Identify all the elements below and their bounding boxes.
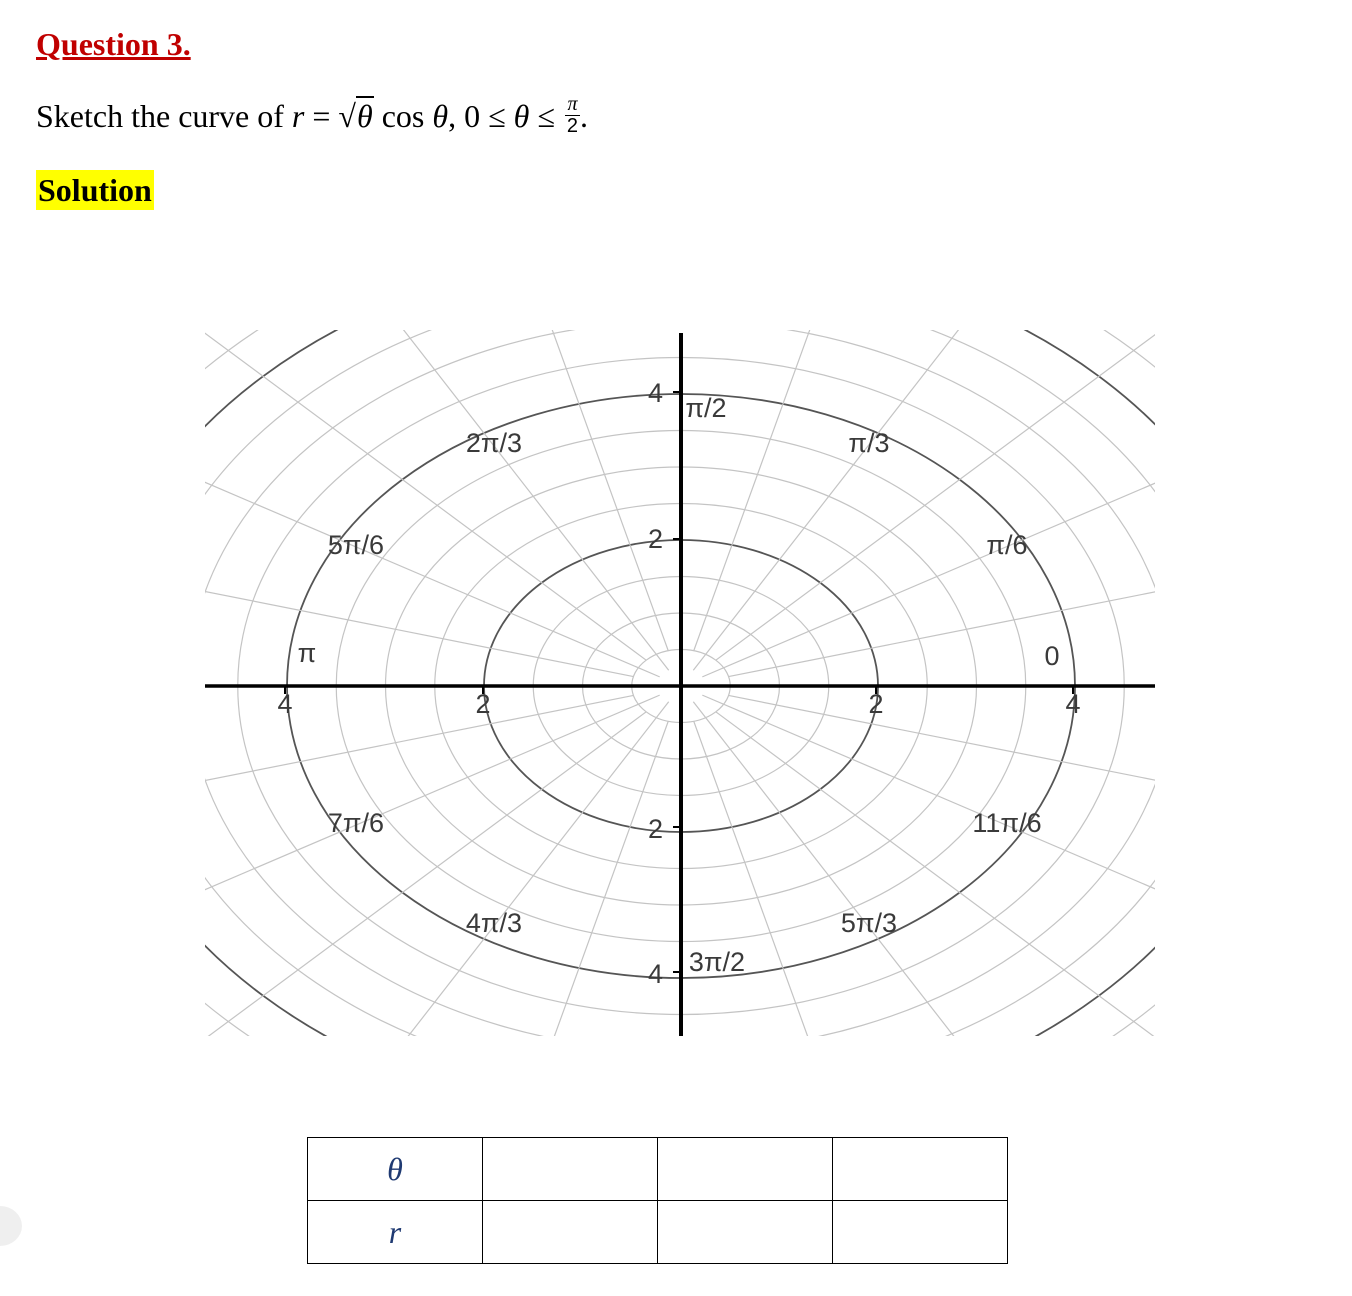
- grid-spoke: [716, 712, 1155, 1036]
- theta-cell-3[interactable]: [833, 1138, 1008, 1201]
- theta-cell-2[interactable]: [658, 1138, 833, 1201]
- radicand: θ: [356, 98, 373, 134]
- grid-spoke: [729, 695, 1155, 856]
- angle-label-pi: π: [297, 638, 317, 668]
- lower-bound: 0: [464, 98, 481, 134]
- cos-argument: θ: [432, 98, 449, 134]
- r-variable: r: [291, 98, 305, 134]
- grid-spoke: [702, 358, 1155, 677]
- angle-label-5pi-3: 5π/3: [840, 908, 898, 938]
- leq-sign-2: ≤: [537, 98, 555, 134]
- grid-spoke: [693, 702, 1124, 1036]
- grid-spoke: [238, 330, 669, 670]
- grid-spoke: [205, 516, 633, 677]
- question-heading: Question 3.: [36, 26, 191, 62]
- grid-spoke: [694, 721, 911, 1036]
- grid-spoke: [693, 330, 1124, 670]
- theta-row-header: θ: [308, 1138, 483, 1201]
- square-root: [338, 98, 373, 135]
- equals-sign: =: [312, 98, 331, 134]
- angle-label-11pi-6: 11π/6: [972, 808, 1042, 838]
- problem-prefix: Sketch the curve of: [36, 98, 284, 134]
- theta-variable: θ: [513, 98, 530, 134]
- grid-spoke: [694, 330, 911, 651]
- radial-label-top-2: 2: [647, 524, 663, 554]
- grid-spoke: [729, 516, 1155, 677]
- grid-spoke: [205, 358, 660, 677]
- value-table: [307, 1137, 1008, 1264]
- end-period: .: [580, 98, 589, 134]
- radial-label-bottom-2: 2: [647, 814, 663, 844]
- fraction-denominator: 2: [566, 115, 579, 138]
- theta-cell-1[interactable]: [483, 1138, 658, 1201]
- grid-spoke: [238, 702, 669, 1036]
- angle-label-4pi-3: 4π/3: [465, 908, 523, 938]
- angle-label-pi-2: π/2: [685, 393, 727, 423]
- fraction-numerator: π: [565, 94, 580, 116]
- angle-label-2pi-3: 2π/3: [465, 428, 523, 458]
- cos-function: cos: [381, 98, 425, 134]
- page-scroll-handle[interactable]: [0, 1206, 22, 1246]
- problem-statement: [36, 93, 589, 141]
- theta-row: [308, 1138, 1008, 1201]
- radial-label-right-2: 2: [868, 689, 884, 719]
- radial-label-left-4: 4: [277, 689, 293, 719]
- angle-label-5pi-6: 5π/6: [327, 530, 385, 560]
- grid-spoke: [205, 695, 660, 1014]
- angle-label-pi-3: π/3: [848, 428, 890, 458]
- pi-over-2-fraction: [565, 94, 580, 137]
- leq-sign-1: ≤: [488, 98, 506, 134]
- angle-label-pi-6: π/6: [986, 530, 1028, 560]
- grid-spoke: [205, 695, 633, 856]
- r-row: [308, 1201, 1008, 1264]
- radial-label-right-4: 4: [1065, 689, 1081, 719]
- grid-spoke: [205, 330, 646, 660]
- r-row-header: r: [308, 1201, 483, 1264]
- radial-label-top-4: 4: [647, 378, 663, 408]
- radial-label-left-2: 2: [475, 689, 491, 719]
- angle-label-3pi-2: 3π/2: [688, 947, 746, 977]
- grid-spoke: [205, 712, 646, 1036]
- grid-spoke: [452, 330, 669, 651]
- radical-sign: √: [338, 98, 356, 134]
- angle-label-7pi-6: 7π/6: [327, 808, 385, 838]
- polar-grid: [205, 330, 1155, 1036]
- r-cell-3[interactable]: [833, 1201, 1008, 1264]
- solution-label: Solution: [38, 172, 152, 208]
- comma: ,: [448, 98, 457, 134]
- grid-spoke: [716, 330, 1155, 660]
- radial-label-bottom-4: 4: [647, 959, 663, 989]
- grid-spoke: [452, 721, 669, 1036]
- r-cell-2[interactable]: [658, 1201, 833, 1264]
- angle-label-0: 0: [1044, 641, 1060, 671]
- r-cell-1[interactable]: [483, 1201, 658, 1264]
- grid-spoke: [702, 695, 1155, 1014]
